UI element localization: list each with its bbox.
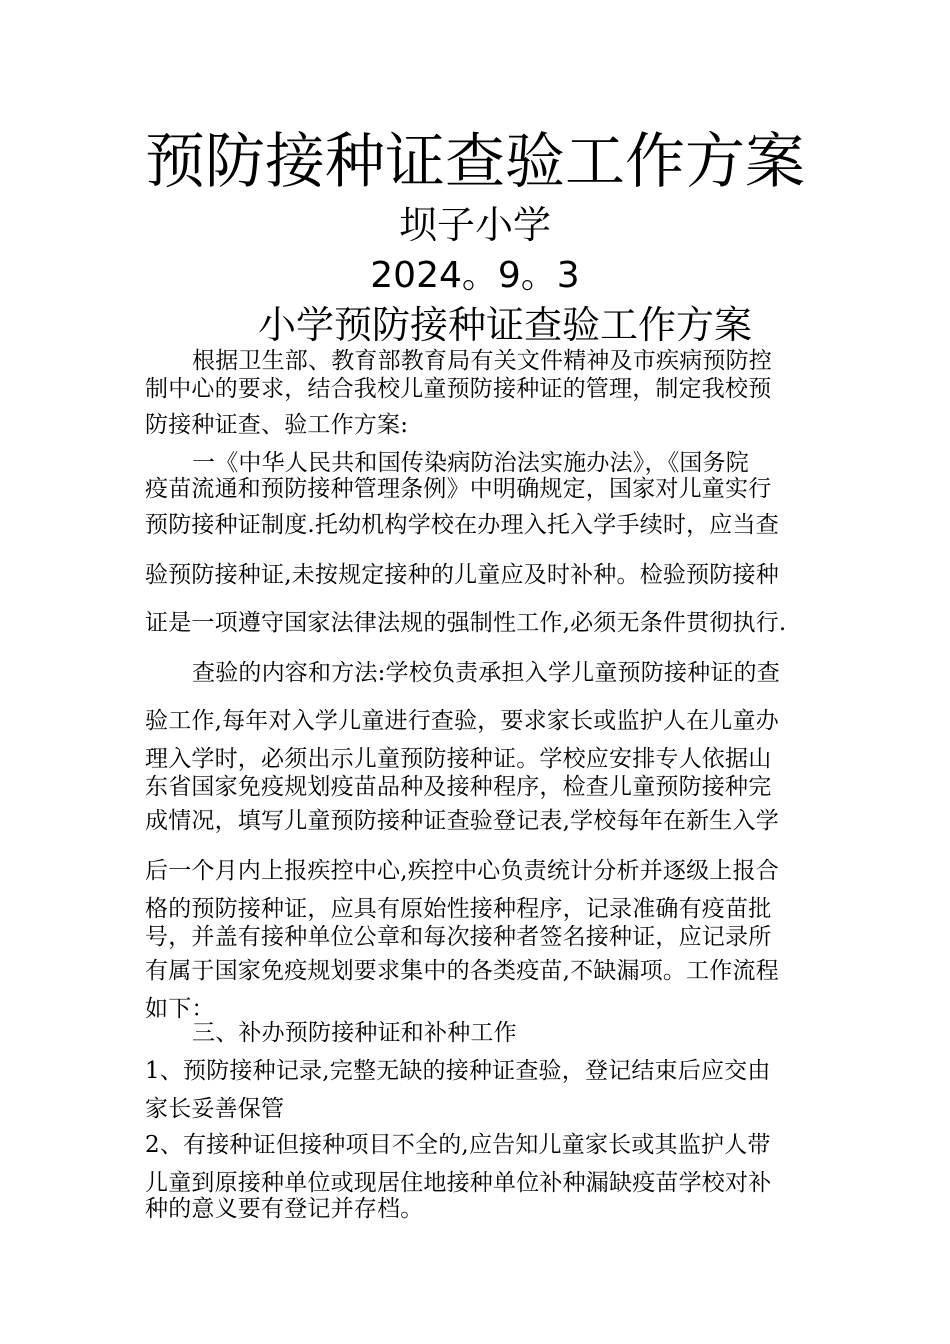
paragraph-line: 后一个月内上报疾控中心,疾控中心负责统计分析并逐级上报合: [145, 858, 779, 884]
paragraph-line: 根据卫生部、教育部教育局有关文件精神及市疾病预防控: [192, 348, 772, 374]
paragraph-line: 防接种证查、验工作方案:: [145, 412, 409, 438]
paragraph-line: 验工作,每年对入学儿童进行查验，要求家长或监护人在儿童办: [145, 708, 779, 734]
paragraph-line: 儿童到原接种单位或现居住地接种单位补种漏缺疫苗学校对补: [145, 1170, 772, 1196]
paragraph-line: 家长妥善保管: [145, 1096, 285, 1122]
paragraph-line: 号，并盖有接种单位公章和每次接种者签名接种证，应记录所: [145, 924, 772, 950]
paragraph-line: 验预防接种证,未按规定接种的儿童应及时补种。检验预防接种: [145, 562, 779, 588]
paragraph-line: 成情况，填写儿童预防接种证查验登记表,学校每年在新生入学: [145, 808, 779, 834]
paragraph-line: 格的预防接种证，应具有原始性接种程序，记录准确有疫苗批: [145, 896, 772, 922]
paragraph-line: 证是一项遵守国家法律法规的强制性工作,必须无条件贯彻执行.: [145, 610, 787, 636]
paragraph-line: 预防接种证制度.托幼机构学校在办理入托入学手续时，应当查: [145, 512, 779, 538]
section-heading: 三、补办预防接种证和补种工作: [192, 1020, 517, 1046]
paragraph-line: 2、有接种证但接种项目不全的,应告知儿童家长或其监护人带: [145, 1132, 771, 1158]
document-subtitle: 小学预防接种证查验工作方案: [258, 303, 753, 347]
paragraph-line: 制中心的要求，结合我校儿童预防接种证的管理，制定我校预: [145, 376, 772, 402]
paragraph-line: 东省国家免疫规划疫苗品种及接种程序，检查儿童预防接种完: [145, 774, 772, 800]
paragraph-line: 疫苗流通和预防接种管理条例》中明确规定，国家对儿童实行: [145, 476, 772, 502]
paragraph-line: 种的意义要有登记并存档。: [145, 1196, 424, 1222]
document-date: 2024。9。3: [370, 255, 580, 296]
paragraph-line: 查验的内容和方法:学校负责承担入学儿童预防接种证的查: [192, 660, 780, 686]
school-name: 坝子小学: [398, 203, 551, 247]
paragraph-line: 理入学时，必须出示儿童预防接种证。学校应安排专人依据山: [145, 746, 772, 772]
document-title: 预防接种证查验工作方案: [145, 127, 805, 197]
paragraph-line: 一《中华人民共和国传染病防治法实施办法》，《国务院: [192, 450, 749, 476]
paragraph-line: 1、预防接种记录,完整无缺的接种证查验，登记结束后应交由: [145, 1058, 771, 1084]
paragraph-line: 有属于国家免疫规划要求集中的各类疫苗,不缺漏项。工作流程: [145, 958, 779, 984]
paragraph-line: 如下：: [145, 996, 215, 1022]
